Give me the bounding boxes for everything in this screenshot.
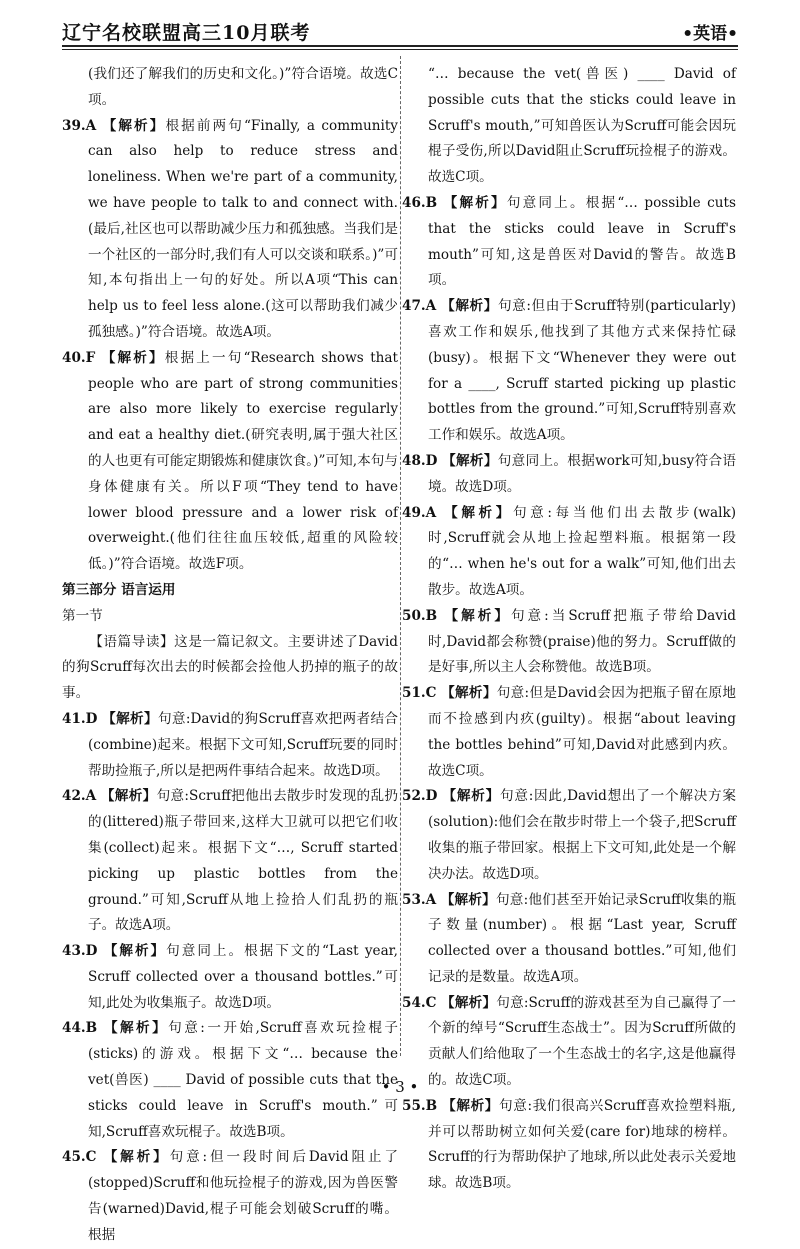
item-text: 句意:但是David会因为把瓶子留在原地而不捡感到内疚(guilty)。根据“about leaving the bottles behind”可知,David对此感到内疚。故选C项。 — [428, 685, 737, 779]
analysis-tag: 【解析】 — [103, 943, 167, 960]
exam-title: 辽宁名校联盟高三10月联考 — [62, 22, 311, 44]
answer-item-41 — [62, 707, 398, 784]
item-text: 句意:因此,David想出了一个解决方案(solution):他们会在散步时带上一个袋子,把Scruff收集的瓶子带回家。根据上下文可知,此处是一个解决办法。故选D项。 — [428, 788, 737, 882]
analysis-tag: 【解析】 — [444, 504, 513, 521]
item-text: 根据前两句“Finally, a community can also help to reduce stress and loneliness. When we're part of a community, we have people to talk to and connect with.(最后,社区也可以帮助减少压力和孤独感。当我们是一个社区的一部分时,我们有人可以交谈和联系。)”可知,本句指出上一句的好处。所以A项“This can help us to feel less alone.(这可以帮助我们减少孤独感。)”符合语境。故选A项。 — [88, 117, 398, 340]
item-number: 47.A — [402, 298, 437, 315]
analysis-tag: 【解析】 — [101, 349, 165, 366]
subsection-heading: 第一节 — [62, 607, 103, 624]
analysis-tag: 【解析】 — [102, 117, 166, 134]
column-divider — [400, 56, 401, 1056]
header-rule-thick — [62, 45, 738, 47]
item-text: 句意同上。根据work可知,busy符合语境。故选D项。 — [428, 452, 736, 495]
item-number: 44.B — [62, 1020, 98, 1037]
item-number: 43.D — [62, 943, 98, 960]
item-number: 41.D — [62, 710, 98, 727]
subject-label: •英语• — [682, 24, 738, 44]
item-text: 根据上一句“Research shows that people who are part of strong communities are also more likely to exercise regularly and eat a healthy diet.(研究表明,属于强大社区的人也更有可能定期锻炼和健康饮食。)”可知,本句与身体健康有关。所以F项“They tend to have lower blood pressure and a lower risk of overweight.(他们往往血压较低,超重的风险较低。)”符合语境。故选F项。 — [88, 349, 398, 573]
answer-item-43 — [62, 939, 398, 1016]
page-number: • 3 • — [381, 1078, 419, 1096]
analysis-tag: 【解析】 — [443, 194, 507, 211]
answer-item-46 — [402, 191, 736, 294]
answer-item-48 — [402, 449, 736, 501]
answer-item-51 — [402, 681, 736, 784]
passage-intro: 【语篇导读】这是一篇记叙文。主要讲述了David的狗Scruff每次出去的时候都会捡他人扔掉的瓶子的故事。 — [62, 633, 398, 702]
item-number: 39.A — [62, 117, 97, 134]
item-number: 46.B — [402, 194, 438, 211]
item-number: 51.C — [402, 685, 437, 702]
answer-item-53 — [402, 888, 736, 991]
left-column — [62, 62, 398, 1249]
analysis-tag: 【解析】 — [441, 994, 497, 1011]
item-text: 句意:David的狗Scruff喜欢把两者结合(combine)起来。根据下文可知,Scruff玩要的同时帮助捡瓶子,所以是把两件事结合起来。故选D项。 — [88, 710, 398, 779]
answer-item-55 — [402, 1094, 736, 1197]
item-number: 49.A — [402, 504, 437, 521]
answer-item-40 — [62, 346, 398, 578]
item-text: 句意:一开始,Scruff喜欢玩捡棍子(sticks)的游戏。根据下文“… because the vet(兽医) ____ David of possible cuts that the sticks could leave in Scruff's mouth.”可知,Scruff喜欢玩棍子。故选B项。 — [88, 1020, 398, 1140]
item-number: 55.B — [402, 1097, 438, 1114]
item-number: 42.A — [62, 788, 97, 805]
answer-item-42 — [62, 784, 398, 939]
page-header — [62, 16, 738, 46]
item-text: 句意:但由于Scruff特别(particularly)喜欢工作和娱乐,他找到了其他方式来保持忙碌(busy)。根据下文“Whenever they were out for a ____, Scruff started picking up plastic bottles from the ground.”可知,Scruff特别喜欢工作和娱乐。故选A项。 — [428, 298, 737, 444]
analysis-tag: 【解析】 — [441, 298, 498, 315]
answer-item-39 — [62, 114, 398, 346]
item-number: 48.D — [402, 452, 438, 469]
answer-item-49 — [402, 501, 736, 604]
item-text: 句意:但一段时间后David阻止了(stopped)Scruff和他玩捡棍子的游戏,因为兽医警告(warned)David,棍子可能会划破Scruff的嘴。根据 — [88, 1149, 399, 1243]
item-number: 52.D — [402, 788, 438, 805]
item-text: 句意:Scruff把他出去散步时发现的乱扔的(littered)瓶子带回来,这样大卫就可以把它们收集(collect)起来。根据下文“…, Scruff started picking up plastic bottles from the ground.”可知,Scruff从地上捡拾人们乱扔的瓶子。故选A项。 — [88, 788, 398, 934]
item-number: 50.B — [402, 607, 438, 624]
analysis-tag: 【解析】 — [100, 788, 157, 805]
item-number: 53.A — [402, 891, 437, 908]
item-text: 句意:我们很高兴Scruff喜欢捡塑料瓶,并可以帮助树立如何关爱(care for)地球的榜样。Scruff的行为帮助保护了地球,所以此处表示关爱地球。故选B项。 — [428, 1097, 737, 1192]
analysis-tag: 【解析】 — [103, 1020, 169, 1037]
analysis-tag: 【解析】 — [440, 891, 496, 908]
answer-item-45 — [62, 1145, 398, 1248]
continued-answer: (我们还了解我们的历史和文化。)”符合语境。故选C项。 — [88, 66, 398, 108]
item-text: 句意:当Scruff把瓶子带给David时,David都会称赞(praise)他的努力。Scruff做的是好事,所以主人会称赞他。故选B项。 — [428, 607, 737, 676]
item-text: 句意:每当他们出去散步(walk)时,Scruff就会从地上捡起塑料瓶。根据第一段的“… when he's out for a walk”可知,他们出去散步。故选A项。 — [428, 504, 737, 598]
analysis-tag: 【解析】 — [102, 710, 158, 727]
item-number: 40.F — [62, 349, 96, 366]
right-column — [402, 62, 736, 1197]
item-text: 句意:他们甚至开始记录Scruff收集的瓶子数量(number)。根据“Last year, Scruff collected over a thousand bottles.”可知,他们记录的是数量。故选A项。 — [428, 891, 736, 985]
answer-item-50 — [402, 604, 736, 681]
header-rule-thin — [62, 49, 738, 50]
section-heading: 第三部分 语言运用 — [62, 581, 176, 598]
analysis-tag: 【解析】 — [444, 607, 511, 624]
continued-answer: “… because the vet(兽医) ____ David of possible cuts that the sticks could leave in Scruff's mouth,”可知兽医认为Scruff可能会因玩棍子受伤,所以David阻止Scruff玩捡棍子的游戏。故选C项。 — [428, 66, 736, 186]
item-text: 句意:Scruff的游戏甚至为自己赢得了一个新的绰号“Scruff生态战士”。因为Scruff所做的贡献人们给他取了一个生态战士的名字,这是他赢得的。故选C项。 — [428, 994, 736, 1089]
analysis-tag: 【解析】 — [441, 685, 497, 702]
analysis-tag: 【解析】 — [442, 788, 500, 805]
item-text: 句意同上。根据“… possible cuts that the sticks could leave in Scruff's mouth”可知,这是兽医对David的警告。故选B项。 — [428, 194, 736, 289]
analysis-tag: 【解析】 — [442, 1097, 500, 1114]
answer-item-47 — [402, 294, 736, 449]
item-text: 句意同上。根据下文的“Last year, Scruff collected over a thousand bottles.”可知,此处为收集瓶子。故选D项。 — [88, 943, 399, 1011]
analysis-tag: 【解析】 — [442, 452, 498, 469]
answer-item-52 — [402, 784, 736, 887]
item-number: 45.C — [62, 1149, 97, 1166]
item-number: 54.C — [402, 994, 437, 1011]
analysis-tag: 【解析】 — [103, 1149, 170, 1166]
